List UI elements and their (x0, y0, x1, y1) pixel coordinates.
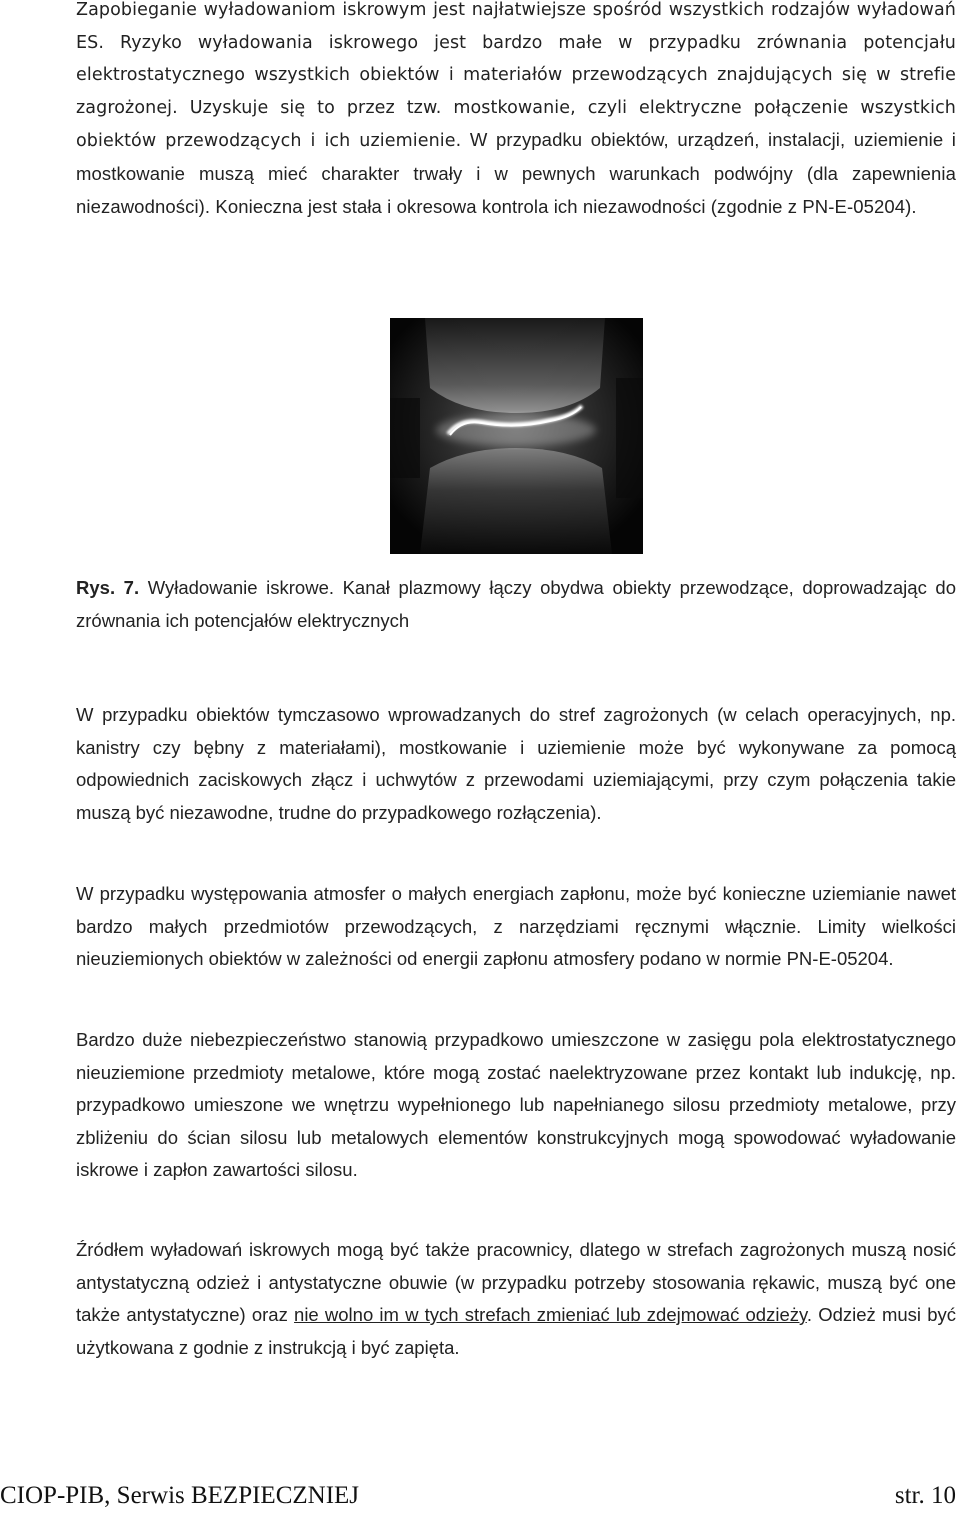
paragraph-ungrounded-metal: Bardzo duże niebezpieczeństwo stanowią przypadkowo umieszczone w zasięgu pola elektrostatycznego nieuziemione przedmioty metalowe, które mogą zostać naelektryzowane przez kontakt lub indukcję, np. przypadkowo umieszone we wnętrzu wypełnionego lub napełnianego silosu przedmioty metalowe, przy zbliżeniu do ścian silosu lub metalowych elementów konstrukcyjnych mogą spowodować wyładowanie iskrowe i zapłon zawartości silosu. (76, 1029, 956, 1180)
paragraph-workers-part1: Źródłem wyładowań iskrowych mogą być także pracownicy, dlatego w strefach zagrożonych muszą nosić antystatyczną odzież i antystatyczne obuwie (w przypadku potrzeby stosowania rękawic, muszą być one także antystatyczne) oraz (76, 1239, 956, 1325)
paragraph-temporary-objects: W przypadku obiektów tymczasowo wprowadzanych do stref zagrożonych (w celach operacyjnych, np. kanistry czy bębny z materiałami), mostkowanie i uziemienie może być wykonywane za pomocą odpowiednich zaciskowych złącz i uchwytów z przewodami uziemiającymi, przy czym połączenia takie muszą być niezawodne, trudne do przypadkowego rozłączenia). (76, 704, 956, 823)
figure-caption-label: Rys. 7. (76, 577, 140, 598)
footer-publisher: CIOP-PIB, Serwis BEZPIECZNIEJ (0, 1482, 360, 1509)
figure-caption-text: Wyładowanie iskrowe. Kanał plazmowy łączy obydwa obiekty przewodzące, doprowadzając do zrównania ich potencjałów elektrycznych (76, 577, 956, 631)
page-number: str. 10 (894, 1482, 956, 1509)
paragraph-workers-underlined: nie wolno im w tych strefach zmieniać lub zdejmować odzieży (294, 1304, 807, 1325)
paragraph-grounding-intro-part2: W przypadku obiektów, urządzeń, instalacji, uziemienie i mostkowanie muszą mieć charakter trwały i w pewnych warunkach podwójny (dla zapewnienia niezawodności). Konieczna jest stała i okresowa kontrola ich niezawodności (zgodnie z PN-E-05204). (76, 129, 956, 217)
paragraph-grounding-intro-part1: Zapobieganie wyładowaniom iskrowym jest najłatwiejsze spośród wszystkich rodzajów wyładowań ES. Ryzyko wyładowania iskrowego jest bardzo małe w przypadku zrównania potencjału elektrostatycznego wszystkich obiektów i materiałów przewodzących znajdujących się w strefie zagrożonej. Uzyskuje się to przez tzw. mostkowanie, czyli elektryczne połączenie wszystkich obiektów przewodzących i ich uziemienie. (76, 0, 956, 151)
page-footer (0, 1482, 958, 1522)
paragraph-low-ignition-energy: W przypadku występowania atmosfer o małych energiach zapłonu, może być konieczne uziemianie nawet bardzo małych przedmiotów przewodzących, z narzędziami ręcznymi włącznie. Limity wielkości nieuziemionych obiektów w zależności od energii zapłonu atmosfery podano w normie PN-E-05204. (76, 883, 956, 969)
spark-discharge-photo (390, 318, 643, 554)
paragraph-workers (76, 1234, 956, 1364)
paragraph-workers-part2: . Odzież musi być użytkowana z godnie z instrukcją i być zapięta. (76, 1304, 956, 1358)
spark-discharge-illustration (390, 318, 643, 554)
paragraph-grounding-intro (76, 0, 956, 225)
figure-caption (76, 572, 956, 637)
